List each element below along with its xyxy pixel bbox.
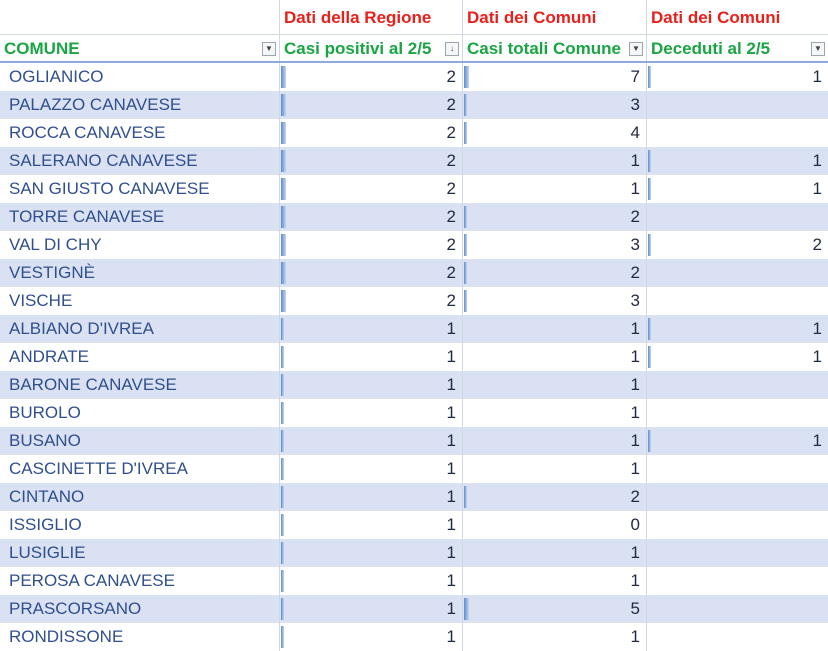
data-bar [464,122,467,144]
cell-deceduti[interactable] [647,259,828,287]
filter-dropdown-icon[interactable]: ▼ [629,42,643,56]
cell-casi-totali[interactable] [463,399,647,427]
table-row [0,483,828,511]
cell-casi-totali[interactable] [463,483,647,511]
cell-value: 1 [630,571,640,590]
cell-comune[interactable] [0,315,280,343]
cell-casi-totali[interactable] [463,259,647,287]
cell-casi-positivi[interactable] [280,203,463,231]
cell-value: 1 [630,543,640,562]
cell-value: 3 [630,291,640,310]
cell-value: 2 [446,123,456,142]
cell-value: 1 [630,151,640,170]
cell-value: 1 [812,151,822,170]
data-bar [464,66,469,88]
cell-casi-totali[interactable] [463,63,647,91]
cell-deceduti[interactable] [647,147,828,175]
cell-value: 1 [630,319,640,338]
cell-comune[interactable] [0,567,280,595]
cell-casi-positivi[interactable] [280,315,463,343]
cell-value: ALBIANO D'IVREA [9,319,154,338]
data-bar [281,94,286,116]
table-row [0,343,828,371]
data-bar [281,374,284,396]
data-bar [464,94,467,116]
table-row [0,147,828,175]
cell-value: SAN GIUSTO CANAVESE [9,179,210,198]
cell-deceduti[interactable] [647,343,828,371]
cell-value: 2 [446,263,456,282]
cell-comune[interactable] [0,539,280,567]
cell-casi-totali[interactable] [463,147,647,175]
table-row [0,203,828,231]
cell-value: 1 [446,599,456,618]
data-bar [281,206,286,228]
cell-value: 1 [446,515,456,534]
cell-comune[interactable] [0,623,280,651]
cell-casi-totali[interactable] [463,539,647,567]
cell-casi-positivi[interactable] [280,175,463,203]
cell-casi-positivi[interactable] [280,483,463,511]
cell-value: VAL DI CHY [9,235,102,254]
cell-casi-positivi[interactable] [280,595,463,623]
data-bar [464,598,469,620]
cell-value: BUSANO [9,431,81,450]
data-bar [281,486,284,508]
cell-comune[interactable] [0,427,280,455]
table-row [0,567,828,595]
cell-deceduti[interactable] [647,315,828,343]
cell-value: 2 [446,151,456,170]
table-row [0,427,828,455]
cell-casi-totali[interactable] [463,231,647,259]
data-bar [464,234,467,256]
cell-value: 1 [630,459,640,478]
data-bar [281,626,284,648]
cell-value: 0 [630,515,640,534]
group-header-comuni[interactable]: Dati dei Comuni [463,0,647,34]
table-row [0,287,828,315]
cell-value: TORRE CANAVESE [9,207,165,226]
data-bar [281,542,284,564]
data-bar [281,458,284,480]
data-bar [648,318,651,340]
cell-casi-positivi[interactable] [280,623,463,651]
cell-value: 2 [446,291,456,310]
cell-value: 1 [446,487,456,506]
data-bar [464,486,467,508]
data-bar [281,346,284,368]
cell-casi-totali[interactable] [463,91,647,119]
table-row [0,371,828,399]
cell-deceduti[interactable] [647,483,828,511]
cell-comune[interactable] [0,455,280,483]
column-header-comune[interactable] [0,35,280,61]
cell-casi-totali[interactable] [463,371,647,399]
cell-casi-totali[interactable] [463,315,647,343]
cell-deceduti[interactable] [647,287,828,315]
data-bar [648,346,651,368]
cell-casi-positivi[interactable] [280,567,463,595]
cell-value: PEROSA CANAVESE [9,571,175,590]
cell-casi-positivi[interactable] [280,371,463,399]
cell-value: 2 [446,235,456,254]
cell-value: ROCCA CANAVESE [9,123,166,142]
cell-comune[interactable] [0,119,280,147]
cell-casi-positivi[interactable] [280,91,463,119]
data-bar [648,66,651,88]
cell-casi-positivi[interactable] [280,259,463,287]
cell-casi-positivi[interactable] [280,539,463,567]
table-row [0,455,828,483]
cell-comune[interactable] [0,343,280,371]
cell-casi-totali[interactable] [463,455,647,483]
cell-value: 1 [446,543,456,562]
group-header-comuni-deceduti[interactable]: Dati dei Comuni [651,8,781,27]
cell-value: 1 [446,403,456,422]
data-bar [281,514,284,536]
cell-comune[interactable] [0,175,280,203]
column-header-label: Casi totali Comune [467,39,621,58]
data-bar [464,290,467,312]
cell-value: SALERANO CANAVESE [9,151,198,170]
cell-casi-positivi[interactable] [280,63,463,91]
data-bar [281,178,286,200]
cell-casi-positivi[interactable] [280,427,463,455]
cell-value: 2 [630,487,640,506]
cell-deceduti[interactable] [647,175,828,203]
cell-casi-totali[interactable] [463,511,647,539]
cell-deceduti[interactable] [647,539,828,567]
cell-deceduti[interactable] [647,427,828,455]
cell-value: OGLIANICO [9,67,104,86]
cell-value: 3 [630,95,640,114]
table-row [0,539,828,567]
cell-value: 2 [446,207,456,226]
cell-comune[interactable] [0,483,280,511]
group-header-row [0,0,828,35]
cell-deceduti[interactable] [647,399,828,427]
column-header-casi-totali[interactable] [463,35,647,61]
cell-value: LUSIGLIE [9,543,86,562]
cell-value: PRASCORSANO [9,599,142,618]
cell-deceduti[interactable] [647,455,828,483]
cell-casi-positivi[interactable] [280,343,463,371]
cell-value: 1 [446,627,456,646]
cell-deceduti[interactable] [647,63,828,91]
cell-value: CINTANO [9,487,85,506]
cell-comune[interactable] [0,511,280,539]
cell-comune[interactable] [0,91,280,119]
cell-value: 5 [630,599,640,618]
data-bar [281,150,286,172]
data-bar [281,318,284,340]
cell-value: 1 [446,375,456,394]
column-header-label: Casi positivi al 2/5 [284,39,432,58]
cell-value: 3 [630,235,640,254]
cell-comune[interactable] [0,63,280,91]
cell-value: 1 [812,431,822,450]
cell-value: 2 [630,207,640,226]
cell-value: 1 [446,459,456,478]
cell-comune[interactable] [0,287,280,315]
column-header-casi-positivi[interactable] [280,35,463,61]
data-bar [281,430,284,452]
cell-deceduti[interactable] [647,91,828,119]
table-row [0,259,828,287]
group-header-regione[interactable]: Dati della Regione [280,0,463,34]
cell-value: 1 [812,319,822,338]
cell-casi-positivi[interactable] [280,147,463,175]
data-bar [648,234,651,256]
cell-deceduti[interactable] [647,203,828,231]
table-row [0,399,828,427]
cell-casi-positivi[interactable] [280,287,463,315]
data-bar [281,290,286,312]
cell-casi-totali[interactable] [463,623,647,651]
cell-deceduti[interactable] [647,511,828,539]
data-bar [281,66,286,88]
cell-value: BARONE CANAVESE [9,375,177,394]
cell-value: CASCINETTE D'IVREA [9,459,188,478]
cell-comune[interactable] [0,147,280,175]
cell-value: 1 [630,431,640,450]
filter-dropdown-icon[interactable]: ▼ [262,42,276,56]
cell-value: 2 [446,95,456,114]
cell-comune[interactable] [0,259,280,287]
cell-casi-positivi[interactable] [280,119,463,147]
cell-value: 2 [630,263,640,282]
cell-value: 2 [446,67,456,86]
cell-deceduti[interactable] [647,595,828,623]
cell-value: VESTIGNÈ [9,263,95,282]
cell-deceduti[interactable] [647,623,828,651]
cell-value: 1 [630,179,640,198]
cell-value: 1 [630,627,640,646]
cell-value: 2 [812,235,822,254]
cell-casi-positivi[interactable] [280,399,463,427]
column-header-deceduti[interactable] [647,35,828,61]
cell-value: 1 [630,347,640,366]
cell-value: 1 [630,375,640,394]
cell-deceduti[interactable] [647,119,828,147]
cell-value: 1 [446,431,456,450]
cell-value: 7 [630,67,640,86]
cell-value: BUROLO [9,403,81,422]
data-bar [281,122,286,144]
table-row [0,623,828,651]
cell-comune[interactable] [0,595,280,623]
data-bar [648,178,651,200]
cell-value: 1 [630,403,640,422]
data-bar [648,150,651,172]
cell-value: PALAZZO CANAVESE [9,95,182,114]
table-row [0,63,828,91]
cell-casi-positivi[interactable] [280,511,463,539]
sort-descending-filter-icon[interactable]: ↓ [445,42,459,56]
cell-value: 2 [446,179,456,198]
data-bar [281,262,286,284]
cell-casi-totali[interactable] [463,287,647,315]
cell-casi-totali[interactable] [463,595,647,623]
cell-value: 1 [446,347,456,366]
table-row [0,511,828,539]
cell-value: RONDISSONE [9,627,124,646]
cell-casi-positivi[interactable] [280,231,463,259]
data-bar [648,430,651,452]
table-row [0,315,828,343]
table-row [0,231,828,259]
cell-value: 1 [446,319,456,338]
cell-casi-totali[interactable] [463,175,647,203]
cell-value: 1 [812,67,822,86]
cell-casi-positivi[interactable] [280,455,463,483]
data-bar [464,206,467,228]
cell-casi-totali[interactable] [463,427,647,455]
column-header-row [0,35,828,63]
column-header-label: Deceduti al 2/5 [651,39,771,58]
cell-comune[interactable] [0,399,280,427]
cell-value: ISSIGLIO [9,515,82,534]
cell-casi-totali[interactable] [463,119,647,147]
cell-comune[interactable] [0,371,280,399]
cell-value: 1 [446,571,456,590]
table-row [0,595,828,623]
group-header-cell-comune[interactable] [0,0,280,34]
data-bar [281,402,284,424]
cell-casi-totali[interactable] [463,203,647,231]
column-header-label: COMUNE [4,39,80,58]
cell-deceduti[interactable] [647,231,828,259]
table-row [0,175,828,203]
data-bar [281,598,284,620]
data-bar [281,570,284,592]
cell-casi-totali[interactable] [463,343,647,371]
cell-value: ANDRATE [9,347,89,366]
cell-value: VISCHE [9,291,73,310]
table-row [0,119,828,147]
cell-deceduti[interactable] [647,567,828,595]
cell-value: 1 [812,179,822,198]
cell-comune[interactable] [0,231,280,259]
cell-comune[interactable] [0,203,280,231]
data-bar [464,262,467,284]
cell-value: 1 [812,347,822,366]
cell-deceduti[interactable] [647,371,828,399]
table-row [0,91,828,119]
cell-casi-totali[interactable] [463,567,647,595]
filter-dropdown-icon[interactable]: ▼ [811,42,825,56]
data-bar [281,234,286,256]
cell-value: 4 [630,123,640,142]
